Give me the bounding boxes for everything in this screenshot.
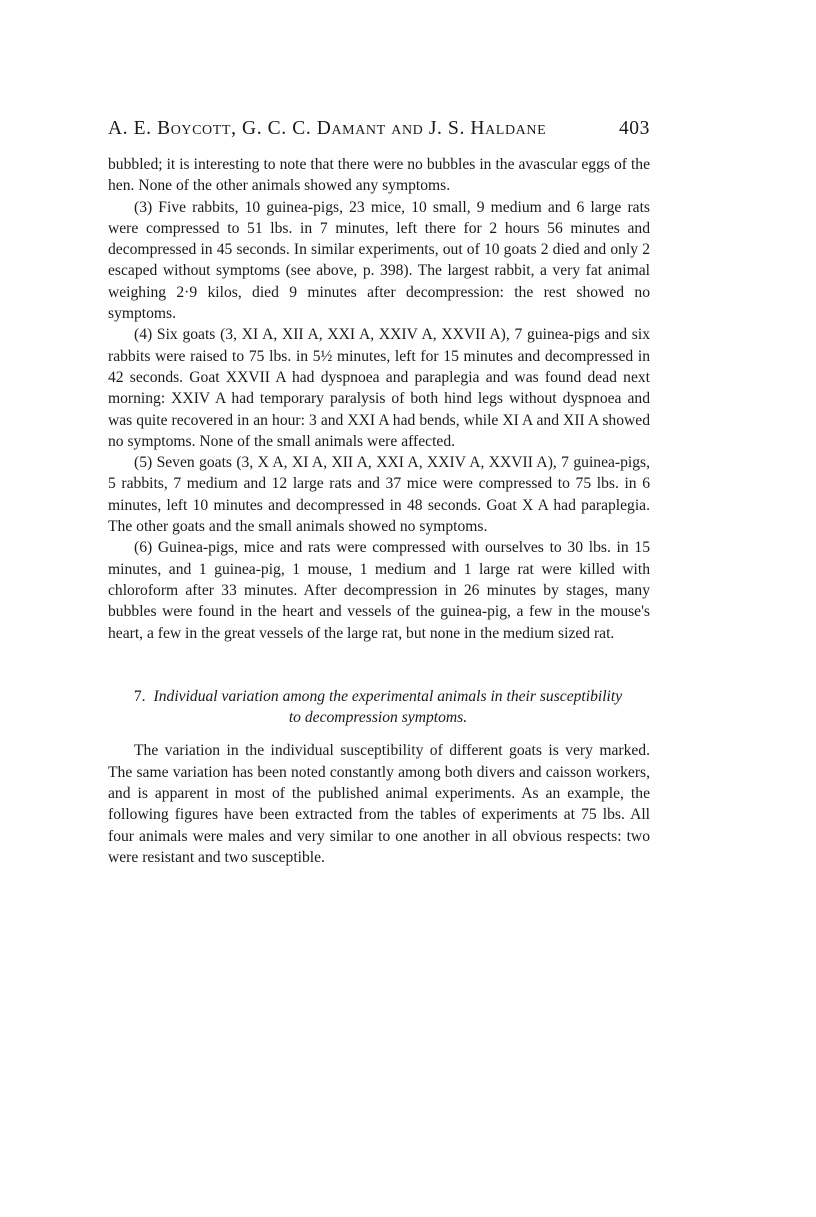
body-text: [108, 154, 650, 644]
section-number: 7.: [133, 687, 146, 705]
page: [108, 118, 650, 868]
page-number: 403: [618, 118, 650, 139]
running-head-authors: A. E. Boycott, G. C. C. Damant and J. S. Haldane: [108, 118, 547, 139]
running-head: [108, 118, 650, 148]
paragraph-experiment-6: (6) Guinea-pigs, mice and rats were compressed with ourselves to 30 lbs. in 15 minutes, and 1 guinea-pig, 1 mouse, 1 medium and 1 large rat were killed with chloroform after 33 minutes. After decompression in 26 minutes by stages, many bubbles were found in the heart and vessels of the guinea-pig, a few in the mouse's heart, a few in the great vessels of the large rat, but none in the medium sized rat.: [108, 539, 650, 642]
section-heading: [108, 686, 650, 729]
section-body: [108, 740, 650, 868]
paragraph-continuation: bubbled; it is interesting to note that there were no bubbles in the avascular eggs of the hen. None of the other animals showed any symptoms.: [108, 156, 650, 195]
paragraph-section-7: The variation in the individual susceptibility of different goats is very marked. The same variation has been noted constantly among both divers and caisson workers, and is apparent in most of the published animal experiments. As an example, the following figures have been extracted from the tables of experiments at 75 lbs. All four animals were males and very similar to one another in all obvious respects: two were resistant and two susceptible.: [108, 742, 650, 866]
paragraph-experiment-3: (3) Five rabbits, 10 guinea-pigs, 23 mice, 10 small, 9 medium and 6 large rats were compressed to 51 lbs. in 7 minutes, left there for 2 hours 56 minutes and decompressed in 45 seconds. In similar experiments, out of 10 goats 2 died and only 2 escaped without symptoms (see above, p. 398). The largest rabbit, a very fat animal weighing 2·9 kilos, died 9 minutes after decompression: the rest showed no symptoms.: [108, 198, 650, 323]
section-title: Individual variation among the experimental animals in their susceptibility to decompression symptoms.: [153, 687, 623, 727]
paragraph-experiment-5: (5) Seven goats (3, X A, XI A, XII A, XXI A, XXIV A, XXVII A), 7 guinea-pigs, 5 rabbits, 7 medium and 12 large rats and 37 mice were compressed to 75 lbs. in 6 minutes, left 10 minutes and decompressed in 48 seconds. Goat X A had paraplegia. The other goats and the small animals showed no symptoms.: [108, 454, 650, 536]
paragraph-experiment-4: (4) Six goats (3, XI A, XII A, XXI A, XXIV A, XXVII A), 7 guinea-pigs and six rabbits were raised to 75 lbs. in 5½ minutes, left for 15 minutes and decompressed in 42 seconds. Goat XXVII A had dyspnoea and paraplegia and was found dead next morning: XXIV A had temporary paralysis of both hind legs without dyspnoea and was quite recovered in an hour: 3 and XXI A had bends, while XI A and XII A showed no symptoms. None of the small animals were affected.: [108, 326, 650, 450]
